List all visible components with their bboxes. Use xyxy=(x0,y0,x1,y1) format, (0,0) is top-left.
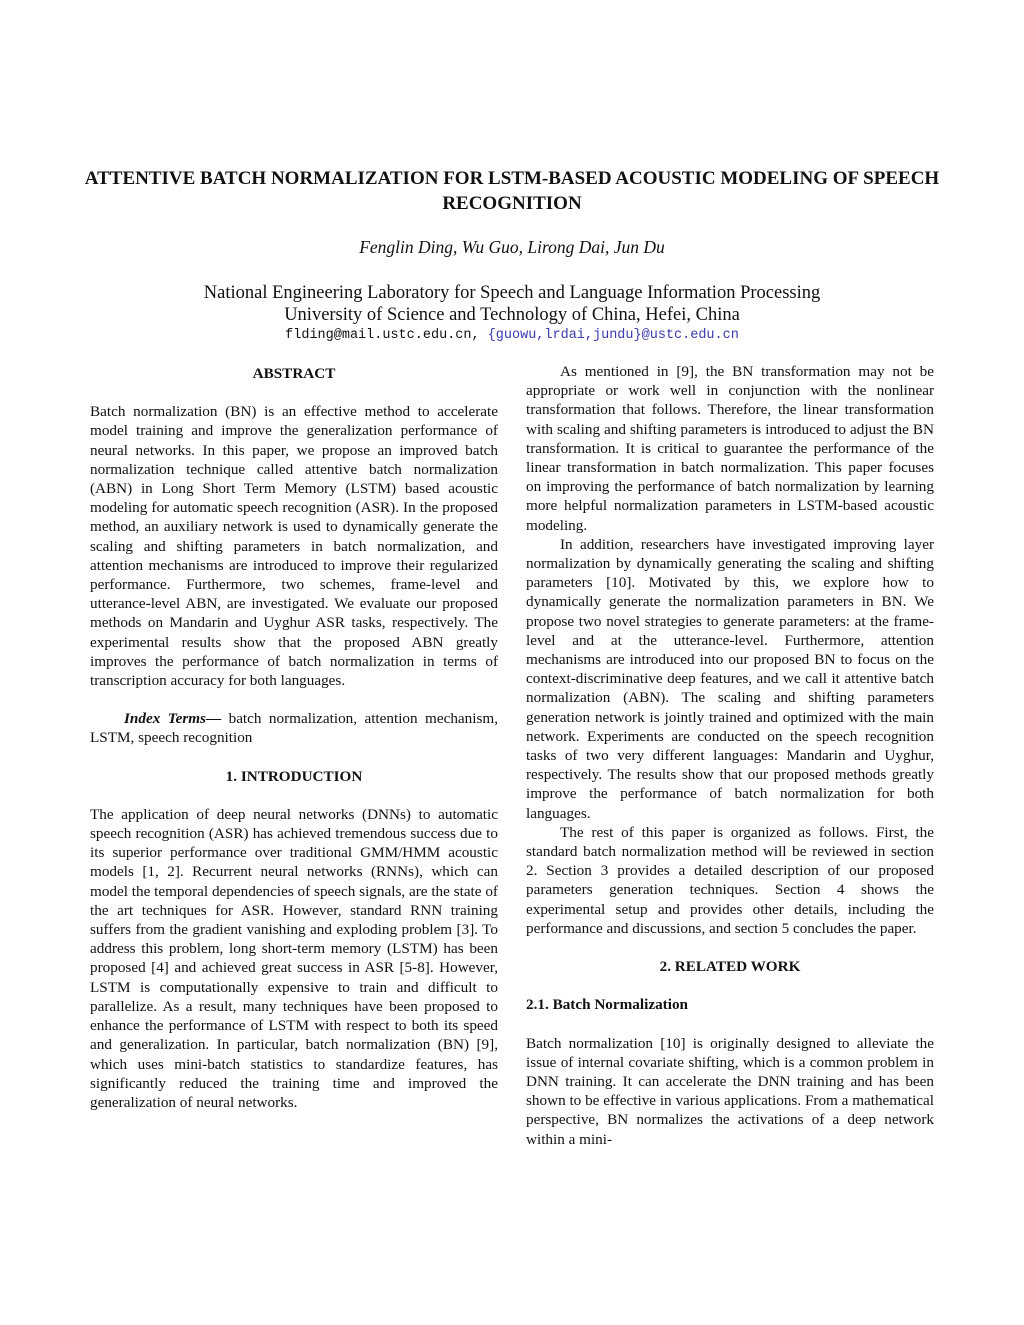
index-terms xyxy=(90,709,498,747)
introduction-paragraph-4: The rest of this paper is organized as follows. First, the standard batch normalization method will be reviewed in section 2. Section 3 provides a detailed description of our proposed parameters generation techniques. Section 4 shows the experimental setup and provides other details, including the performance and discussions, and section 5 concludes the paper. xyxy=(526,823,934,937)
author-emails xyxy=(80,327,944,345)
related-work-heading: 2. RELATED WORK xyxy=(659,958,801,976)
index-terms-label: Index Terms— xyxy=(124,710,222,728)
index-terms-text: batch normalization, attention mechanism, LSTM, speech recognition xyxy=(90,710,499,747)
introduction-paragraph-2: As mentioned in [9], the BN transformation may not be appropriate or work well in conjunction with the nonlinear transformation that follows. Therefore, the linear transformation with scaling and shifting parameters is introduced to adjust the BN transformation. It is critical to guarantee the performance of the linear transformation in batch normalization. This paper focuses on improving the performance of batch normalization by learning more helpful normalization parameters in LSTM-based acoustic modeling. xyxy=(526,363,934,534)
abstract-text: Batch normalization (BN) is an effective method to accelerate model training and improve the generalization performance of neural networks. In this paper, we propose an improved batch normalization technique called attentive batch normalization (ABN) in Long Short Term Memory (LSTM) based acoustic modeling for automatic speech recognition (ASR). In the proposed method, an auxiliary network is used to dynamically generate the scaling and shifting parameters in batch normalization, and attention mechanisms are introduced to improve their regularized performance. Furthermore, two schemes, frame-level and utterance-level ABN, are investigated. We evaluate our proposed methods on Mandarin and Uyghur ASR tasks, respectively. The experimental results show that the proposed ABN greatly improves the performance of batch normalization in terms of transcription accuracy for both languages. xyxy=(90,403,498,690)
email-primary: flding@mail.ustc.edu.cn, xyxy=(285,328,480,343)
affiliation-line-1: National Engineering Laboratory for Speech and Language Information Processing xyxy=(203,283,821,303)
introduction-paragraph-3: In addition, researchers have investigated improving layer normalization by dynamically generating the scaling and shifting parameters [10]. Motivated by this, we explore how to dynamically generate the normalization parameters in BN. We propose two novel strategies to generate parameters: at the frame-level and at the utterance-level. Furthermore, attention mechanisms are introduced into our proposed BN to focus on the context-discriminative deep features, and we call it attentive batch normalization (ABN). The scaling and shifting parameters generation network is jointly trained and optimized with the main network. Experiments are conducted on the speech recognition tasks of two very different languages: Mandarin and Uyghur, respectively. The results show that our proposed methods greatly improve the performance of batch normalization for both languages. xyxy=(526,535,934,822)
abstract-heading: ABSTRACT xyxy=(252,365,336,382)
right-column xyxy=(526,362,934,1149)
related-work-paragraph-1: Batch normalization [10] is originally designed to alleviate the issue of internal covariate shifting, which is a common problem in DNN training. It can accelerate the DNN training and has been shown to be effective in various applications. From a mathematical perspective, BN normalizes the activations of a deep network within a mini- xyxy=(526,1034,934,1148)
email-group: {guowu,lrdai,jundu}@ustc.edu.cn xyxy=(487,328,739,343)
affiliation-line-2: University of Science and Technology of China, Hefei, China xyxy=(284,305,740,325)
introduction-heading: 1. INTRODUCTION xyxy=(225,767,363,785)
paper-title: ATTENTIVE BATCH NORMALIZATION FOR LSTM-BASED ACOUSTIC MODELING OF SPEECH RECOGNITION xyxy=(84,168,940,214)
paper-authors: Fenglin Ding, Wu Guo, Lirong Dai, Jun Du xyxy=(359,237,665,257)
batch-normalization-subheading: 2.1. Batch Normalization xyxy=(526,996,688,1014)
introduction-paragraph-1: The application of deep neural networks (DNNs) to automatic speech recognition (ASR) has achieved tremendous success due to its superior performance over traditional GMM/HMM acoustic models [1, 2]. Recurrent neural networks (RNNs), which can model the temporal dependencies of speech signals, are the state of the art techniques for ASR. However, standard RNN training suffers from the gradient vanishing and exploding problem [3]. To address this problem, long short-term memory (LSTM) has been proposed [4] and achieved great success in ASR [5-8]. However, LSTM is computationally expensive to train and difficult to parallelize. As a result, many techniques have been proposed to enhance the performance of LSTM with respect to both its speed and generalization. In particular, batch normalization (BN) [9], which uses mini-batch statistics to standardize features, has significantly reduced the training time and improved the generalization of neural networks. xyxy=(90,805,498,1111)
left-column xyxy=(90,362,498,1112)
affiliation-block xyxy=(80,282,944,326)
